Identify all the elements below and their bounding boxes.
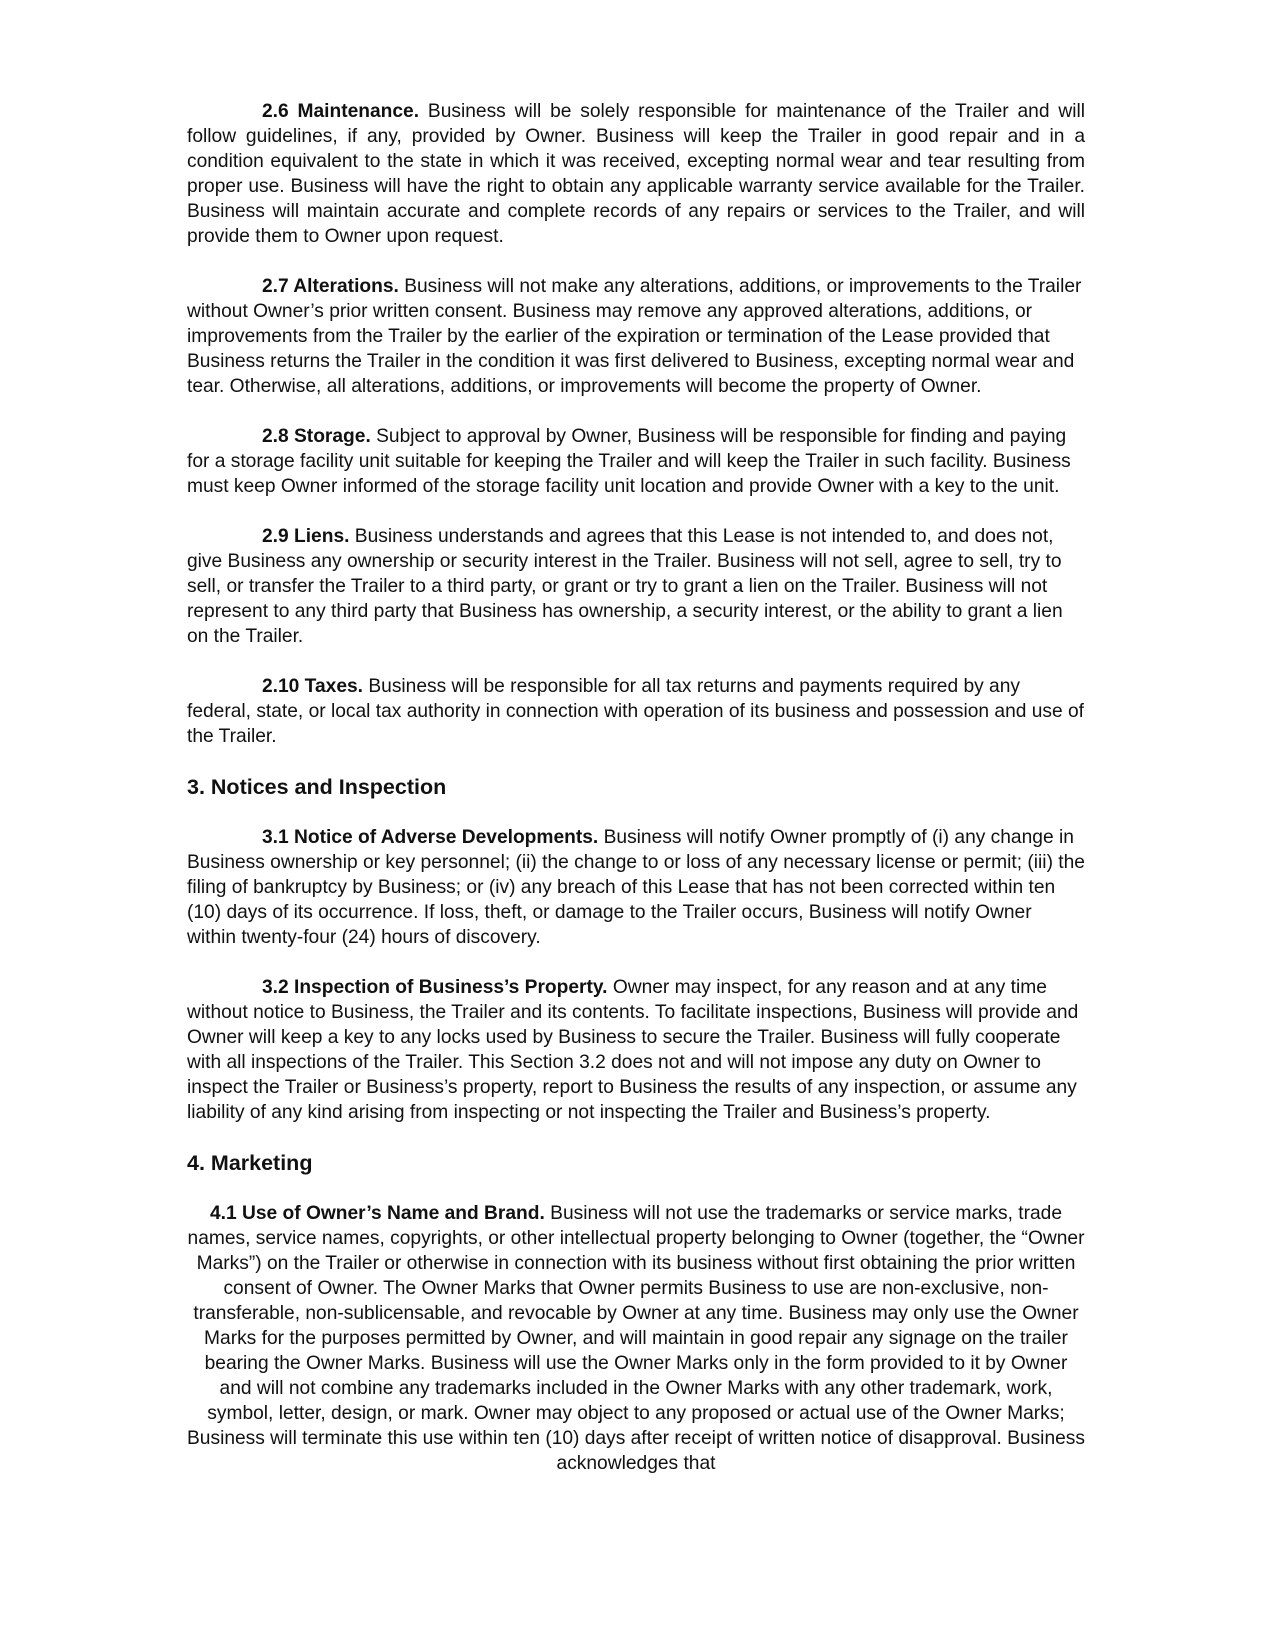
section-2-7 bbox=[187, 274, 1085, 399]
section-3-1-body: Business will notify Owner promptly of (i) any change in Business ownership or key personnel; (ii) the change to or loss of any necessary license or permit; (iii) the filing of bankruptcy by Business; or (iv) any breach of this Lease that has not been corrected within ten (10) days of its occurrence. If loss, theft, or damage to the Trailer occurs, Business will notify Owner within twenty-four (24) hours of discovery. bbox=[187, 827, 1085, 948]
section-4-heading: 4. Marketing bbox=[187, 1151, 313, 1175]
section-2-6 bbox=[187, 99, 1085, 249]
section-4-1 bbox=[187, 1201, 1085, 1476]
section-2-9 bbox=[187, 524, 1085, 649]
section-3-heading: 3. Notices and Inspection bbox=[187, 775, 447, 799]
section-4-1-title: 4.1 Use of Owner’s Name and Brand. bbox=[209, 1203, 545, 1224]
section-2-10 bbox=[187, 674, 1085, 749]
section-2-8-body: Subject to approval by Owner, Business will be responsible for finding and paying for a storage facility unit suitable for keeping the Trailer and will keep the Trailer in such facility. Business must keep Owner informed of the storage facility unit location and provide Owner with a key to the unit. bbox=[187, 426, 1071, 497]
section-2-7-body: Business will not make any alterations, additions, or improvements to the Trailer without Owner’s prior written consent. Business may remove any approved alterations, additions, or improvements from the Trailer by the earlier of the expiration or termination of the Lease provided that Business returns the Trailer in the condition it was first delivered to Business, excepting normal wear and tear. Otherwise, all alterations, additions, or improvements will become the property of Owner. bbox=[187, 276, 1082, 397]
section-2-7-title: 2.7 Alterations. bbox=[262, 276, 399, 297]
section-4-1-body: Business will not use the trademarks or service marks, trade names, service names, copyrights, or other intellectual property belonging to Owner (together, the “Owner Marks”) on the Trailer or otherwise in connection with its business without first obtaining the prior written consent of Owner. The Owner Marks that Owner permits Business to use are non-exclusive, non-transferable, non-sublicensable, and revocable by Owner at any time. Business may only use the Owner Marks for the purposes permitted by Owner, and will maintain in good repair any signage on the trailer bearing the Owner Marks. Business will use the Owner Marks only in the form provided to it by Owner and will not combine any trademarks included in the Owner Marks with any other trademark, work, symbol, letter, design, or mark. Owner may object to any proposed or actual use of the Owner Marks; Business will terminate this use within ten (10) days after receipt of written notice of disapproval. Business acknowledges that bbox=[187, 1203, 1085, 1474]
section-2-8 bbox=[187, 424, 1085, 499]
section-2-10-title: 2.10 Taxes. bbox=[262, 676, 363, 697]
section-3-2 bbox=[187, 975, 1085, 1125]
section-3-2-body: Owner may inspect, for any reason and at any time without notice to Business, the Trailer and its contents. To facilitate inspections, Business will provide and Owner will keep a key to any locks used by Business to secure the Trailer. Business will fully cooperate with all inspections of the Trailer. This Section 3.2 does not and will not impose any duty on Owner to inspect the Trailer or Business’s property, report to Business the results of any inspection, or assume any liability of any kind arising from inspecting or not inspecting the Trailer and Business’s property. bbox=[187, 977, 1079, 1123]
section-2-8-title: 2.8 Storage. bbox=[262, 426, 371, 447]
section-2-10-body: Business will be responsible for all tax returns and payments required by any federal, state, or local tax authority in connection with operation of its business and possession and use of the Trailer. bbox=[187, 676, 1085, 747]
document-content bbox=[187, 99, 1085, 1476]
section-2-9-body: Business understands and agrees that this Lease is not intended to, and does not, give Business any ownership or security interest in the Trailer. Business will not sell, agree to sell, try to sell, or transfer the Trailer to a third party, or grant or try to grant a lien on the Trailer. Business will not represent to any third party that Business has ownership, a security interest, or the ability to grant a lien on the Trailer. bbox=[187, 526, 1063, 647]
section-2-6-body: Business will be solely responsible for maintenance of the Trailer and will follow guidelines, if any, provided by Owner. Business will keep the Trailer in good repair and in a condition equivalent to the state in which it was received, excepting normal wear and tear resulting from proper use. Business will have the right to obtain any applicable warranty service available for the Trailer. Business will maintain accurate and complete records of any repairs or services to the Trailer, and will provide them to Owner upon request. bbox=[187, 101, 1085, 247]
section-3-2-title: 3.2 Inspection of Business’s Property. bbox=[262, 977, 608, 998]
section-3-1 bbox=[187, 825, 1085, 950]
section-2-6-title: 2.6 Maintenance. bbox=[262, 101, 420, 122]
section-2-9-title: 2.9 Liens. bbox=[262, 526, 350, 547]
section-3-1-title: 3.1 Notice of Adverse Developments. bbox=[262, 827, 599, 848]
